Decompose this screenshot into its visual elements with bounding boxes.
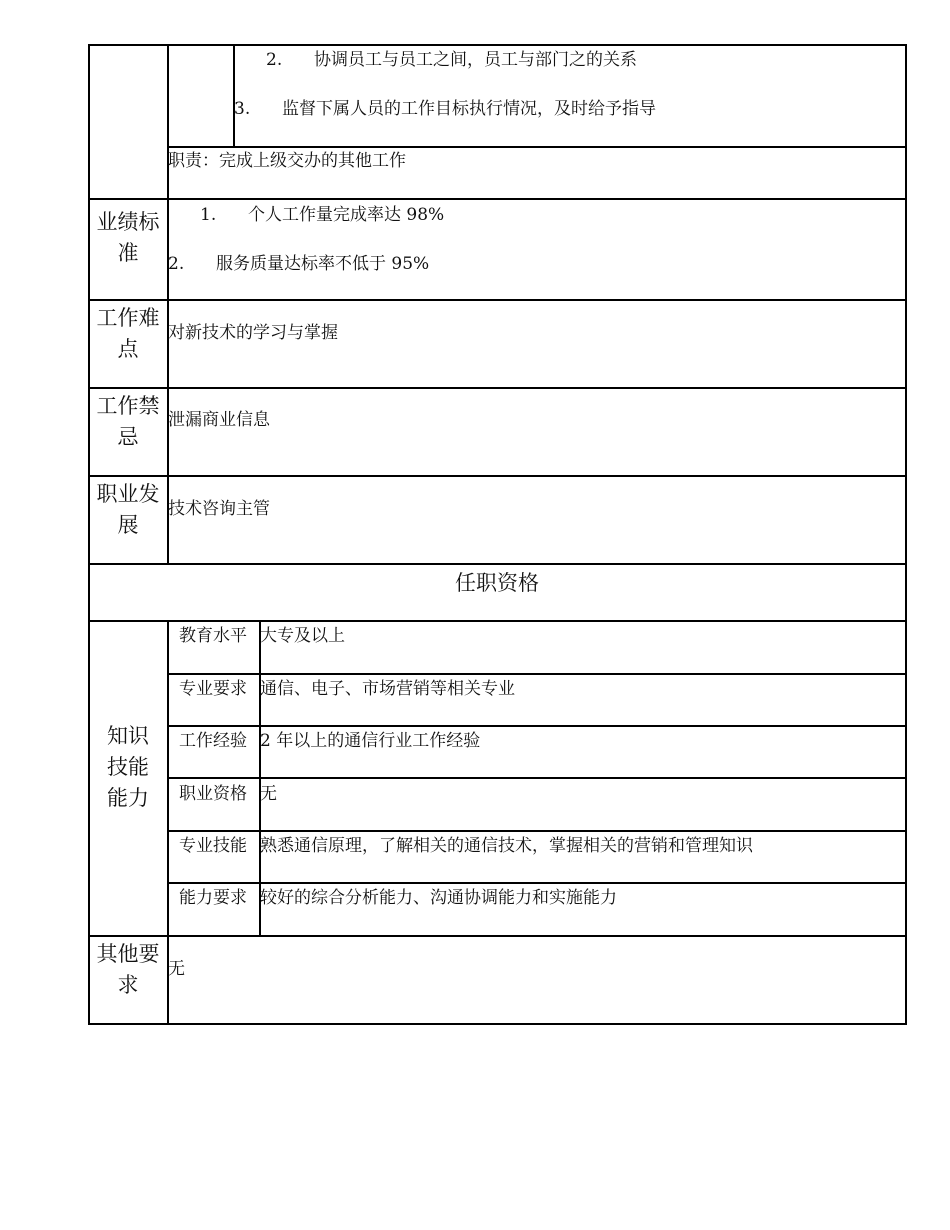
major-value: 通信、电子、市场营销等相关专业 [260, 679, 515, 699]
table-border-top [88, 44, 907, 46]
difficulty-label: 工作难点 [96, 306, 160, 361]
table-border-right [905, 44, 907, 1024]
certification-value: 无 [260, 784, 277, 804]
knowledge-label: 知识技能能力 [107, 724, 149, 810]
table-border-bottom [88, 1023, 907, 1025]
experience-key: 工作经验 [179, 731, 247, 751]
other-duty-text: 职责：完成上级交办的其他工作 [168, 151, 406, 171]
performance-item-text: 个人工作量完成率达 98% [248, 205, 445, 225]
taboo-value: 泄漏商业信息 [168, 410, 270, 430]
performance-item [200, 205, 444, 225]
row-divider [167, 777, 907, 779]
row-divider [88, 387, 907, 389]
duty-item-text: 监督下属人员的工作目标执行情况，及时给予指导 [282, 99, 656, 119]
qualification-title: 任职资格 [455, 571, 539, 595]
performance-item-text: 服务质量达标率不低于 95% [216, 254, 430, 274]
skills-key: 专业技能 [179, 836, 247, 856]
row-divider [88, 475, 907, 477]
performance-item [168, 254, 429, 274]
performance-label: 业绩标准 [96, 210, 160, 265]
performance-item-number: 2. [168, 254, 185, 274]
skills-value: 熟悉通信原理，了解相关的通信技术，掌握相关的营销和管理知识 [260, 836, 753, 856]
education-key: 教育水平 [179, 626, 247, 646]
duty-item-number: 3. [234, 99, 251, 119]
row-divider [167, 725, 907, 727]
duty-item [234, 99, 656, 119]
duty-item [266, 50, 637, 70]
row-divider [88, 299, 907, 301]
difficulty-value: 对新技术的学习与掌握 [168, 323, 338, 343]
row-divider [88, 935, 907, 937]
label-column-divider [167, 44, 169, 564]
performance-item-number: 1. [200, 205, 217, 225]
ability-value: 较好的综合分析能力、沟通协调能力和实施能力 [260, 888, 617, 908]
ability-key: 能力要求 [179, 888, 247, 908]
education-value: 大专及以上 [260, 626, 345, 646]
duty-subcolumn-divider [233, 44, 235, 146]
major-key: 专业要求 [179, 679, 247, 699]
row-divider [167, 882, 907, 884]
row-divider [167, 673, 907, 675]
row-divider [88, 563, 907, 565]
certification-key: 职业资格 [179, 784, 247, 804]
duty-item-number: 2. [266, 50, 283, 70]
career-label: 职业发展 [96, 482, 160, 537]
row-divider [167, 146, 907, 148]
career-value: 技术咨询主管 [168, 499, 270, 519]
experience-value: 2 年以上的通信行业工作经验 [260, 731, 481, 751]
other-label: 其他要求 [96, 942, 160, 997]
other-value: 无 [168, 959, 185, 979]
taboo-label: 工作禁忌 [96, 394, 160, 449]
row-divider [88, 620, 907, 622]
row-divider [167, 830, 907, 832]
row-divider [88, 198, 907, 200]
duty-item-text: 协调员工与员工之间，员工与部门之的关系 [314, 50, 637, 70]
